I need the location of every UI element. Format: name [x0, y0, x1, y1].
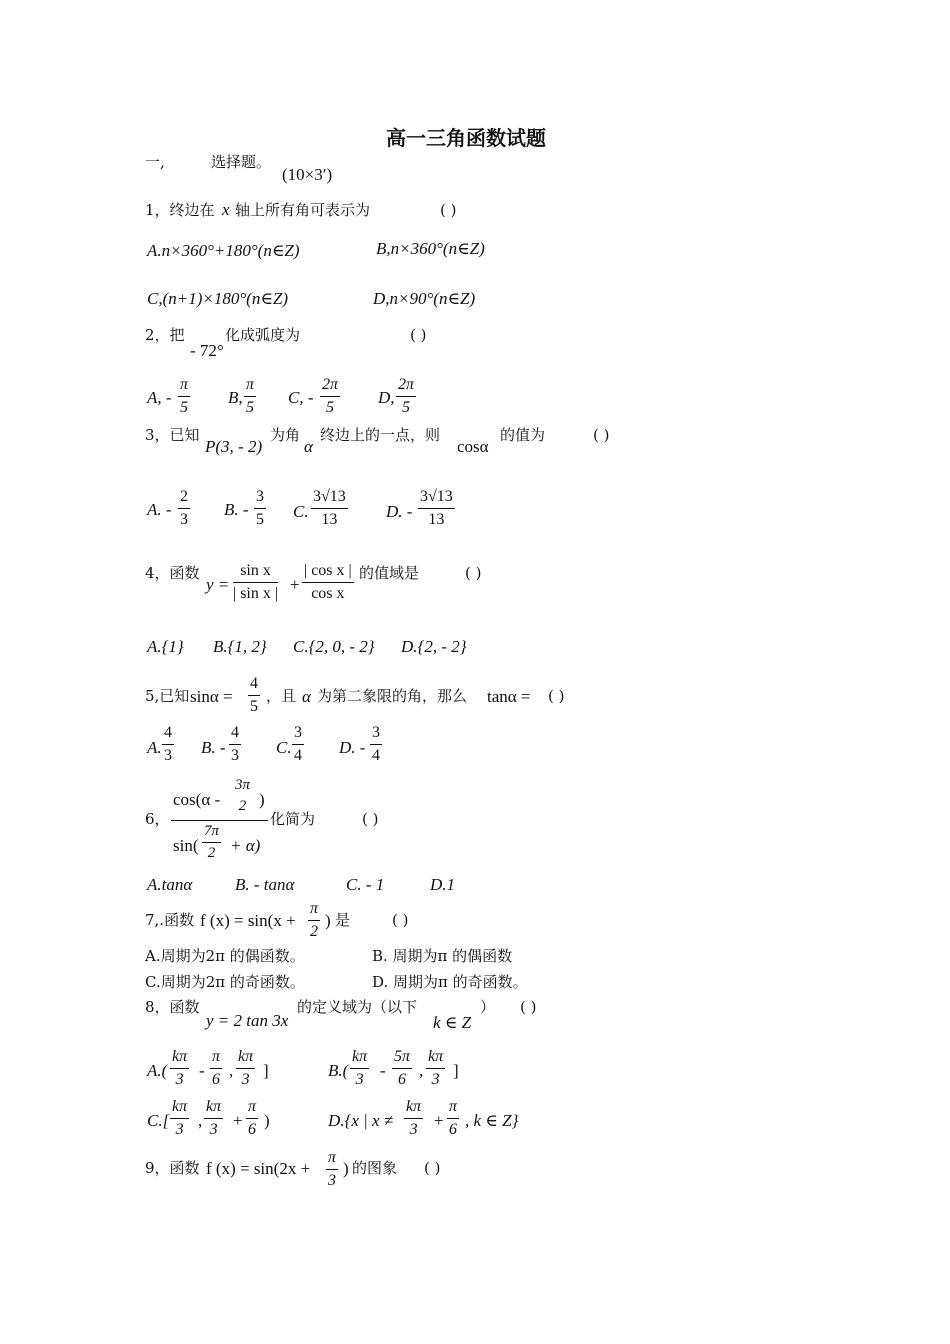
q6-paren: ( ): [362, 810, 379, 828]
q3-cos: cosα: [457, 437, 489, 456]
q6-option-c: C. - 1: [346, 875, 385, 894]
section-label: 选择题。: [211, 153, 272, 171]
q8-option-a-end: ]: [263, 1061, 269, 1080]
q6-numerator-left: cos(α -: [173, 790, 221, 809]
q8-option-a-fraction-3: $\frac{k\pi}{3}$: [238, 1048, 254, 1088]
q5-option-b-prefix: B. -: [201, 738, 226, 757]
q8-k: k ∈ Z: [433, 1013, 472, 1032]
q8-option-c-prefix: C.[: [147, 1111, 170, 1130]
q5-option-c-fraction: $\frac{3}{4}$: [294, 724, 302, 764]
q5-stem: 5,已知: [145, 687, 190, 705]
q4-stem: 4，函数: [145, 564, 200, 582]
q1-option-b: B,n×360°(n∈Z): [376, 239, 485, 258]
q3-option-b-fraction: $\frac{3}{5}$: [256, 488, 264, 528]
section-score: (10×3′): [282, 165, 333, 184]
q5-option-b-fraction: $\frac{4}{3}$: [231, 724, 239, 764]
q3-alpha: α: [304, 437, 313, 456]
q7-stem2: 是: [335, 911, 351, 929]
q6-option-d: D.1: [430, 875, 456, 894]
q9-close: ): [343, 1159, 349, 1178]
q8-option-b-minus: -: [380, 1061, 386, 1080]
q8-option-b-fraction-1: $\frac{k\pi}{3}$: [352, 1048, 368, 1088]
q6-option-a: A.tanα: [147, 875, 193, 894]
q8-option-b-fraction-2: $\frac{5\pi}{6}$: [394, 1048, 411, 1088]
q7-function: f (x) = sin(x +: [200, 911, 296, 930]
q3-point: P(3, - 2): [205, 437, 263, 456]
q5-option-a-fraction: $\frac{4}{3}$: [164, 724, 172, 764]
q6-main-fraction-bar: [171, 820, 268, 821]
q2-option-d-prefix: D,: [378, 388, 395, 407]
q8-option-b-prefix: B.(: [328, 1061, 349, 1080]
q8-option-c-fraction-1: $\frac{k\pi}{3}$: [172, 1098, 188, 1138]
section-number: 一,: [145, 153, 165, 171]
q1-var: x: [222, 200, 230, 219]
q8-option-a-fraction-2: $\frac{\pi}{6}$: [212, 1048, 221, 1088]
q4-y: y =: [206, 575, 230, 594]
q4-option-a: A.{1}: [147, 637, 184, 656]
q1-paren: ( ): [440, 201, 457, 219]
q8-option-b-fraction-3: $\frac{k\pi}{3}$: [428, 1048, 444, 1088]
q7-option-d: D. 周期为π 的奇函数。: [372, 973, 528, 991]
q2-option-a-prefix: A, -: [147, 388, 172, 407]
q6-number: 6，: [145, 810, 170, 828]
q1-stem: 1，终边在: [145, 201, 215, 219]
q1-option-d: D,n×90°(n∈Z): [373, 289, 476, 308]
q8-option-c-end: ): [264, 1111, 270, 1130]
q4-option-d: D.{2, - 2}: [401, 637, 467, 656]
q2-option-d-fraction: $\frac{2\pi}{5}$: [398, 376, 415, 416]
q4-fraction-2: $\frac{\text{| cos x |}}{\text{cos x}}$: [304, 562, 352, 602]
q8-option-a-fraction-1: $\frac{k\pi}{3}$: [172, 1048, 188, 1088]
q3-stem3: 终边上的一点，则: [320, 426, 441, 444]
q3-paren: ( ): [593, 426, 610, 444]
q1-option-a: A.n×360°+180°(n∈Z): [147, 241, 300, 260]
q2-angle: - 72°: [190, 341, 224, 360]
q8-function: y = 2 tan 3x: [206, 1011, 289, 1030]
q6-denominator-left: sin(: [173, 836, 199, 855]
q3-option-c-prefix: C.: [293, 502, 309, 521]
q2-option-c-fraction: $\frac{2\pi}{5}$: [322, 376, 339, 416]
q5-stem3: 为第二象限的角，那么: [317, 687, 468, 705]
q3-stem: 3，已知: [145, 426, 200, 444]
q2-stem: 2，把: [145, 326, 185, 344]
q1-stem2: 轴上所有角可表示为: [235, 201, 371, 219]
q4-stem2: 的值域是: [359, 564, 420, 582]
q8-stem2: 的定义域为（以下: [297, 998, 418, 1016]
q9-function: f (x) = sin(2x +: [206, 1159, 311, 1178]
page-title: 高一三角函数试题: [386, 126, 546, 150]
q6-numerator-close: ): [259, 790, 265, 809]
q8-stem: 8，函数: [145, 998, 200, 1016]
q4-fraction-1: $\frac{\text{sin x}}{\text{| sin x |}}$: [233, 562, 279, 602]
q5-option-d-fraction: $\frac{3}{4}$: [372, 724, 380, 764]
q5-option-c-prefix: C.: [276, 738, 292, 757]
q7-option-b: B. 周期为π 的偶函数: [372, 947, 513, 965]
q8-option-c-comma: ,: [198, 1111, 203, 1130]
q3-option-b-prefix: B. -: [224, 500, 249, 519]
q2-stem2: 化成弧度为: [225, 326, 301, 344]
q2-option-a-fraction: $\frac{\pi}{5}$: [180, 376, 189, 416]
q9-paren: ( ): [424, 1159, 441, 1177]
q2-option-c-prefix: C, -: [288, 388, 314, 407]
q7-option-a: A.周期为2π 的偶函数。: [145, 947, 305, 965]
q5-fraction: $\frac{4}{5}$: [250, 675, 258, 715]
q4-paren: ( ): [465, 564, 482, 582]
q5-stem2: ，且: [266, 687, 297, 705]
q3-stem4: 的值为: [500, 426, 546, 444]
q8-option-c-plus: +: [233, 1111, 243, 1130]
q5-tan: tanα =: [487, 687, 531, 706]
q8-option-a-prefix: A.(: [147, 1061, 168, 1080]
q3-option-a-prefix: A. -: [147, 500, 172, 519]
q4-plus: +: [290, 575, 300, 594]
q8-option-a-comma: ,: [229, 1061, 234, 1080]
q5-sin: sinα =: [190, 687, 233, 706]
q6-numerator-fraction: 3π 2: [235, 777, 251, 814]
q2-paren: ( ): [410, 326, 427, 344]
q3-option-a-fraction: $\frac{2}{3}$: [180, 488, 188, 528]
q5-paren: ( ): [548, 687, 565, 705]
q5-alpha: α: [302, 687, 311, 706]
q5-option-a-prefix: A.: [147, 738, 162, 757]
q3-option-c-fraction: $\frac{3√13}{13}$: [313, 488, 346, 528]
q4-option-b: B.{1, 2}: [213, 637, 267, 656]
q8-paren: ( ): [520, 998, 537, 1016]
q8-option-c-fraction-2: $\frac{k\pi}{3}$: [206, 1098, 222, 1138]
q5-option-d-prefix: D. -: [339, 738, 366, 757]
q8-option-d-fraction-2: $\frac{\pi}{6}$: [449, 1098, 458, 1138]
q8-stem3: ）: [480, 998, 496, 1016]
q6-denominator-right: + α): [230, 836, 261, 855]
q2-option-b-prefix: B,: [228, 388, 243, 407]
q3-stem2: 为角: [270, 426, 301, 444]
q3-option-d-fraction: $\frac{3√13}{13}$: [420, 488, 453, 528]
q7-stem: 7,.函数: [145, 911, 195, 929]
q6-option-b: B. - tanα: [235, 875, 295, 894]
q2-option-b-fraction: $\frac{\pi}{5}$: [246, 376, 255, 416]
q8-option-d-fraction-1: $\frac{k\pi}{3}$: [406, 1098, 422, 1138]
q6-stem2: 化简为: [270, 810, 316, 828]
q8-option-b-comma: ,: [419, 1061, 424, 1080]
q9-stem: 9，函数: [145, 1159, 200, 1177]
q6-denominator-fraction: $\frac{7\pi}{2}$: [204, 823, 220, 861]
q7-option-c: C.周期为2π 的奇函数。: [145, 973, 305, 991]
q8-option-b-end: ]: [453, 1061, 459, 1080]
q7-paren: ( ): [392, 911, 409, 929]
q9-fraction: $\frac{\pi}{3}$: [328, 1149, 337, 1189]
q8-option-d-plus: +: [434, 1111, 444, 1130]
q7-close: ): [325, 911, 331, 930]
q9-stem2: 的图象: [352, 1159, 398, 1177]
q8-option-d-prefix: D.{x | x ≠: [328, 1111, 394, 1130]
q1-option-c: C,(n+1)×180°(n∈Z): [147, 289, 289, 308]
q7-fraction: $\frac{\pi}{2}$: [310, 900, 319, 940]
q4-option-c: C.{2, 0, - 2}: [293, 637, 375, 656]
q8-option-d-end: , k ∈ Z}: [465, 1111, 519, 1130]
q8-option-a-minus: -: [199, 1061, 205, 1080]
q8-option-c-fraction-3: $\frac{\pi}{6}$: [248, 1098, 257, 1138]
q3-option-d-prefix: D. -: [386, 502, 413, 521]
